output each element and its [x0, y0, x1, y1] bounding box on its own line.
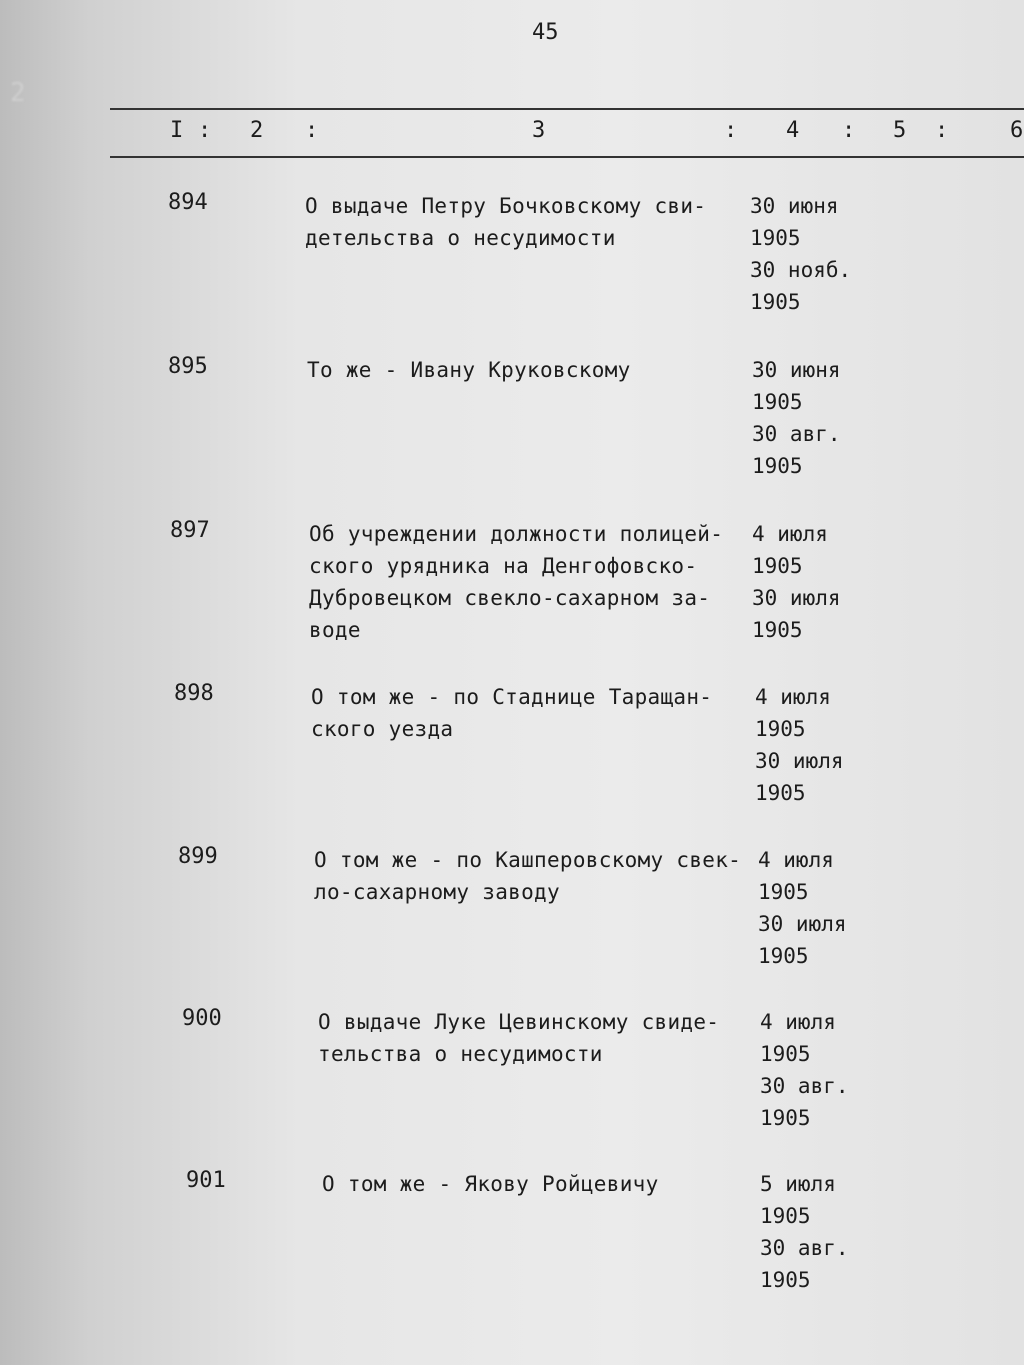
start-year: 1905: [760, 1204, 811, 1228]
record-dates: [752, 354, 841, 482]
end-year: 1905: [752, 618, 803, 642]
record-number: 898: [174, 681, 214, 706]
record-title: То же - Ивану Круковскому: [307, 358, 631, 382]
record-number: 894: [168, 190, 208, 215]
end-year: 1905: [760, 1106, 811, 1130]
record-number: 901: [186, 1168, 226, 1193]
start-date: 30 июня: [750, 194, 839, 218]
column-header-4: 4: [786, 118, 800, 143]
record-title: О том же - по Стаднице Таращан- ского уезда: [311, 685, 713, 741]
record-number: 897: [170, 518, 210, 543]
end-year: 1905: [758, 944, 809, 968]
start-date: 4 июля: [752, 522, 828, 546]
end-year: 1905: [760, 1268, 811, 1292]
record-dates: [760, 1168, 849, 1296]
header-rule-bottom: [110, 156, 1024, 158]
column-separator: :: [305, 118, 319, 143]
record-entry: [0, 190, 1024, 350]
header-rule-top: [110, 108, 1024, 110]
start-date: 4 июля: [755, 685, 831, 709]
record-title: О выдаче Петру Бочковскому сви- детельства о несудимости: [305, 194, 707, 250]
record-dates: [758, 844, 847, 972]
end-date: 30 июля: [758, 912, 847, 936]
column-header-1: I: [170, 118, 184, 143]
end-year: 1905: [752, 454, 803, 478]
start-year: 1905: [758, 880, 809, 904]
record-dates: [750, 190, 851, 318]
start-date: 4 июля: [760, 1010, 836, 1034]
record-number: 900: [182, 1006, 222, 1031]
record-title: О том же - Якову Ройцевичу: [322, 1172, 659, 1196]
record-title: О выдаче Луке Цевинскому свиде- тельства о несудимости: [318, 1010, 720, 1066]
end-date: 30 июля: [755, 749, 844, 773]
bleed-through-mark: 2: [10, 78, 26, 108]
column-header-2: 2: [250, 118, 264, 143]
end-date: 30 нояб.: [750, 258, 852, 282]
record-entry: [0, 681, 1024, 841]
start-year: 1905: [755, 717, 806, 741]
end-date: 30 авг.: [752, 422, 841, 446]
start-date: 5 июля: [760, 1172, 836, 1196]
end-date: 30 авг.: [760, 1236, 849, 1260]
record-dates: [760, 1006, 849, 1134]
record-entry: [0, 1006, 1024, 1166]
record-dates: [755, 681, 844, 809]
column-separator: :: [724, 118, 738, 143]
column-header-5: 5: [893, 118, 907, 143]
record-entry: [0, 844, 1024, 1004]
column-separator: :: [842, 118, 856, 143]
end-date: 30 июля: [752, 586, 841, 610]
record-dates: [752, 518, 841, 646]
start-year: 1905: [750, 226, 801, 250]
start-date: 4 июля: [758, 848, 834, 872]
start-year: 1905: [760, 1042, 811, 1066]
start-date: 30 июня: [752, 358, 841, 382]
record-entry: [0, 354, 1024, 514]
column-separator: :: [935, 118, 949, 143]
start-year: 1905: [752, 554, 803, 578]
column-header-6: 6: [1010, 118, 1024, 143]
record-entry: [0, 518, 1024, 678]
page-number: 45: [532, 20, 559, 45]
start-year: 1905: [752, 390, 803, 414]
end-date: 30 авг.: [760, 1074, 849, 1098]
end-year: 1905: [750, 290, 801, 314]
record-title: Об учреждении должности полицей- ского урядника на Денгофовско- Дубровецком свекло-сахарном за- воде: [309, 522, 724, 642]
column-header-3: 3: [532, 118, 546, 143]
end-year: 1905: [755, 781, 806, 805]
record-entry: [0, 1168, 1024, 1328]
record-number: 899: [178, 844, 218, 869]
record-title: О том же - по Кашперовскому свек- ло-сахарному заводу: [314, 848, 742, 904]
column-separator: :: [198, 118, 212, 143]
record-number: 895: [168, 354, 208, 379]
